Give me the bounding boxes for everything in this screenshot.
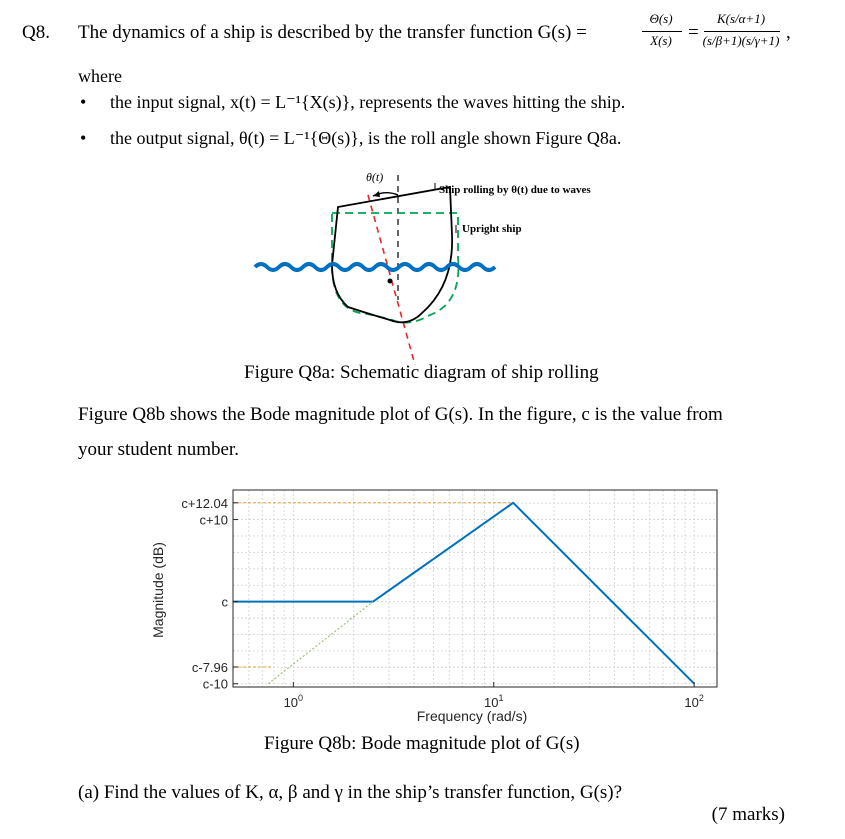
bullet-text: the input signal, x(t) = L⁻¹{X(s)}, represents the waves hitting the ship. xyxy=(110,92,626,112)
x-axis-label: Frequency (rad/s) xyxy=(416,708,528,724)
question-number: Q8. xyxy=(22,22,50,43)
bullet-text: the output signal, θ(t) = L⁻¹{Θ(s)}, is the roll angle shown Figure Q8a. xyxy=(110,128,622,148)
fraction-2-bar xyxy=(704,31,780,32)
x-tick-labels xyxy=(284,682,704,710)
x-tick-label: $10^1$ xyxy=(484,693,504,710)
fraction-1-numerator: Θ(s) xyxy=(649,11,673,26)
paragraph-line-1: Figure Q8b shows the Bode magnitude plot of G(s). In the figure, c is the value from xyxy=(78,404,723,425)
bullet-symbol: • xyxy=(80,92,87,112)
rolling-label: Ship rolling by θ(t) due to waves xyxy=(439,184,591,196)
plot-series xyxy=(233,503,694,684)
y-tick-label: c-10 xyxy=(202,676,228,692)
y-tick-label: c+10 xyxy=(199,512,228,528)
part-a-question: (a) Find the values of K, α, β and γ in the ship’s transfer function, G(s)? xyxy=(78,782,623,803)
water-wave xyxy=(255,264,495,270)
theta-label: θ(t) xyxy=(366,170,384,184)
trailing-comma: , xyxy=(786,22,791,43)
y-axis-label: Magnitude (dB) xyxy=(150,542,166,638)
x-tick-label: $10^2$ xyxy=(684,693,704,710)
center-point xyxy=(388,279,393,284)
rolled-ship-outline xyxy=(332,187,452,322)
y-tick-labels xyxy=(181,496,238,692)
theta-arrowhead xyxy=(373,191,380,197)
bullet-symbol: • xyxy=(80,128,87,148)
y-tick-label: c xyxy=(221,594,228,610)
y-tick-label: c-7.96 xyxy=(191,659,228,675)
figure-q8a-caption: Figure Q8a: Schematic diagram of ship rolling xyxy=(244,362,599,383)
x-tick-label: $10^0$ xyxy=(283,693,304,710)
upright-label: Upright ship xyxy=(462,223,522,235)
bode-magnitude-line xyxy=(233,503,694,684)
fraction-2-numerator: K(s/α+1) xyxy=(716,11,766,26)
y-tick-label: c+12.04 xyxy=(181,495,228,511)
fraction-2-denominator: (s/β+1)(s/γ+1) xyxy=(702,33,780,48)
question-text: The dynamics of a ship is described by the transfer function G(s) = xyxy=(78,22,587,43)
where-label: where xyxy=(78,66,122,86)
figure-q8b-caption: Figure Q8b: Bode magnitude plot of G(s) xyxy=(264,733,580,754)
ship-diagram xyxy=(240,165,640,365)
plot-grid xyxy=(233,490,717,687)
fraction-1-bar xyxy=(642,31,682,32)
bode-magnitude-plot xyxy=(145,480,730,730)
marks-label: (7 marks) xyxy=(711,804,785,825)
fraction-1-denominator: X(s) xyxy=(650,33,672,48)
paragraph-line-2: your student number. xyxy=(78,439,239,460)
equals-sign: = xyxy=(688,22,699,43)
